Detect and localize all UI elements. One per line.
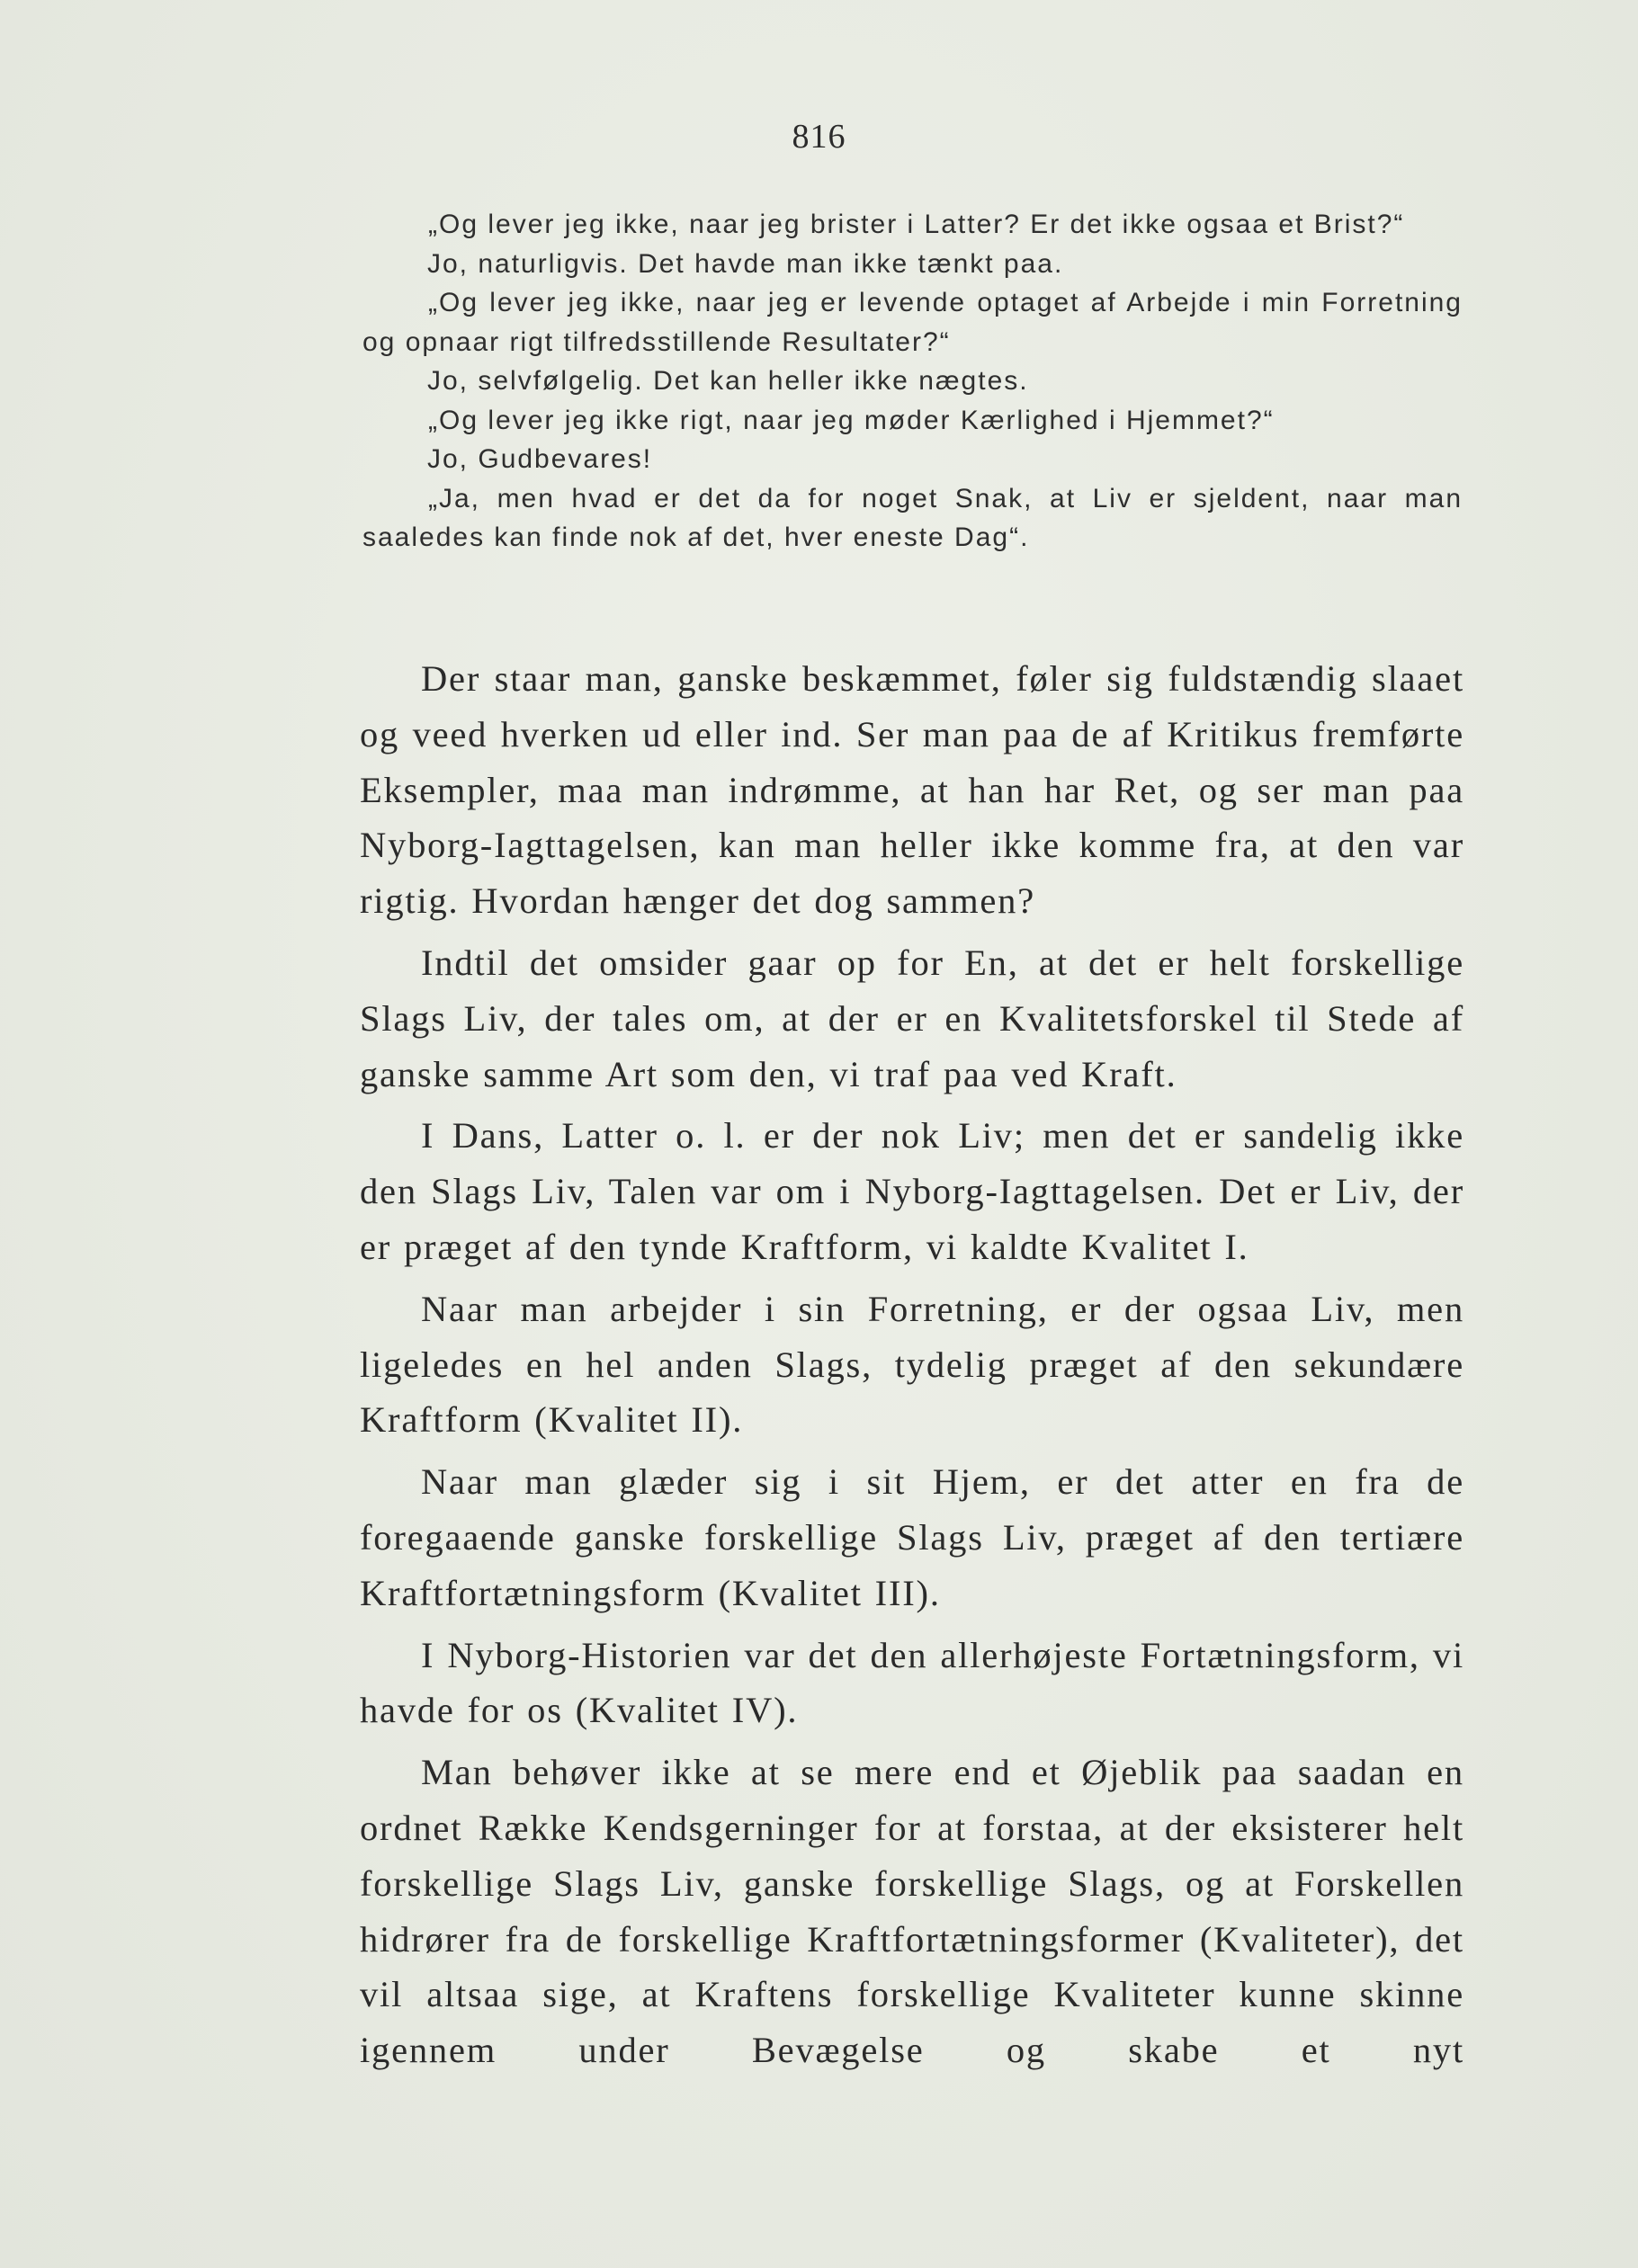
dialogue-line: Jo, naturligvis. Det havde man ikke tænkt paa. (427, 248, 1064, 279)
dialogue-block (363, 205, 1463, 558)
dialogue-line: Jo, Gudbevares! (427, 444, 653, 474)
body-paragraph: I Nyborg-Historien var det den allerhøjeste Fortætningsform, vi havde for os (Kvalitet IV). (360, 1634, 1464, 1731)
body-text (360, 651, 1464, 2085)
body-paragraph: Naar man arbejder i sin Forretning, er der ogsaa Liv, men ligeledes en hel anden Slags, tydelig præget af den sekundære Kraftform (Kvalitet II). (360, 1288, 1464, 1441)
page-number: 816 (792, 118, 846, 156)
body-paragraph: I Dans, Latter o. l. er der nok Liv; men det er sandelig ikke den Slags Liv, Talen var om i Nyborg-Iagttagelsen. Det er Liv, der er præget af den tynde Kraftform, vi kaldte Kvalitet I. (360, 1115, 1464, 1267)
body-paragraph: Der staar man, ganske beskæmmet, føler sig fuldstændig slaaet og veed hverken ud eller ind. Ser man paa de af Kritikus fremførte Eksempler, maa man indrømme, at han har Ret, og ser man paa Nyborg-Iagttagelsen, kan man heller ikke komme fra, at den var rigtig. Hvordan hænger det dog sammen? (360, 658, 1464, 922)
body-paragraph: Naar man glæder sig i sit Hjem, er det atter en fra de foregaaende ganske forskellige Slags Liv, præget af den tertiære Kraftfortætningsform (Kvalitet III). (360, 1461, 1464, 1613)
dialogue-line: „Ja, men hvad er det da for noget Snak, at Liv er sjeldent, naar man saaledes kan finde nok af det, hver eneste Dag“. (363, 483, 1463, 552)
dialogue-line: „Og lever jeg ikke, naar jeg brister i Latter? Er det ikke ogsaa et Brist?“ (428, 210, 1405, 239)
dialogue-line: Jo, selvfølgelig. Det kan heller ikke nægtes. (427, 366, 1029, 396)
body-paragraph: Indtil det omsider gaar op for En, at det er helt forskellige Slags Liv, der tales om, at der er en Kvalitetsforskel til Stede af ganske samme Art som den, vi traf paa ved Kraft. (360, 942, 1464, 1094)
dialogue-line: „Og lever jeg ikke, naar jeg er levende optaget af Arbejde i min Forretning og opnaar rigt tilfredsstillende Resultater?“ (363, 288, 1463, 357)
dialogue-line: „Og lever jeg ikke rigt, naar jeg møder Kærlighed i Hjemmet?“ (428, 405, 1275, 435)
body-paragraph: Man behøver ikke at se mere end et Øjeblik paa saadan en ordnet Række Kendsgerninger for at forstaa, at der eksisterer helt forskellige Slags Liv, ganske forskellige Slags, og at Forskellen hidrører fra de forskellige Kraftfortætningsformer (Kvaliteter), det vil altsaa sige, at Kraftens forskellige Kvaliteter kunne skinne igennem under Bevægelse og skabe et nyt (360, 1752, 1464, 2071)
